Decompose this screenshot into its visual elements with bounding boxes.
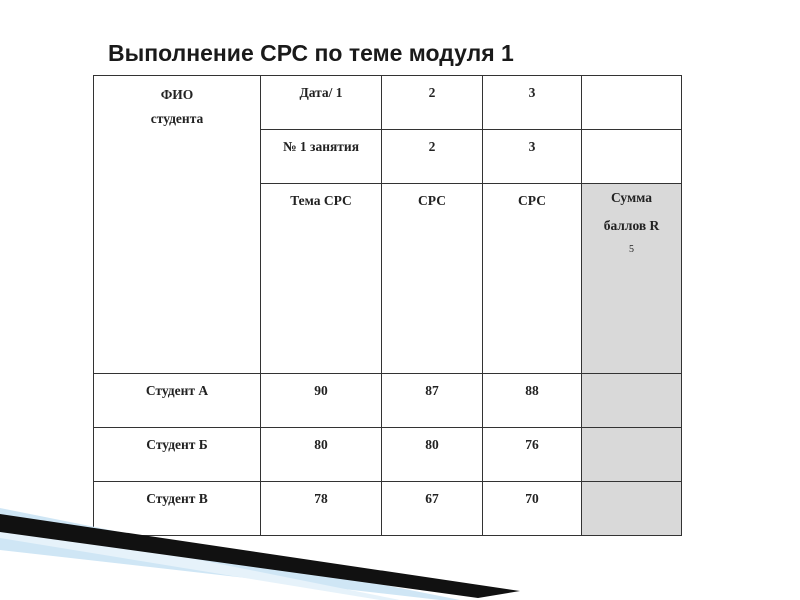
score-cell: 87 <box>382 374 483 428</box>
header-topic-cell: Тема СРС <box>261 184 382 374</box>
sum-cell <box>582 374 682 428</box>
student-name-cell: Студент В <box>94 482 261 536</box>
student-name-cell: Студент А <box>94 374 261 428</box>
header-lesson-cell: 3 <box>483 130 582 184</box>
score-cell: 67 <box>382 482 483 536</box>
fio-header-line1: ФИО <box>160 87 194 102</box>
score-cell: 70 <box>483 482 582 536</box>
score-cell: 80 <box>382 428 483 482</box>
score-cell: 80 <box>261 428 382 482</box>
score-cell: 76 <box>483 428 582 482</box>
header-date-cell: 3 <box>483 76 582 130</box>
srs-table <box>93 75 682 536</box>
fio-header-line2: студента <box>150 111 204 126</box>
decorative-swoosh <box>0 470 800 600</box>
score-cell: 90 <box>261 374 382 428</box>
sum-header-line1: Сумма <box>610 190 653 205</box>
header-date-cell: Дата/ 1 <box>261 76 382 130</box>
table-row <box>94 374 682 428</box>
score-cell: 88 <box>483 374 582 428</box>
student-name-cell: Студент Б <box>94 428 261 482</box>
header-topic-cell: СРС <box>382 184 483 374</box>
header-date-cell: 2 <box>382 76 483 130</box>
header-lesson-cell: № 1 занятия <box>261 130 382 184</box>
sum-header-line2: баллов R <box>603 218 660 233</box>
header-empty-cell <box>582 76 682 130</box>
fio-header-cell <box>94 76 261 374</box>
sum-header-cell <box>582 184 682 374</box>
sum-header-subscript: 5 <box>629 244 634 255</box>
header-empty-cell <box>582 130 682 184</box>
score-cell: 78 <box>261 482 382 536</box>
header-topic-cell: СРС <box>483 184 582 374</box>
header-row-date <box>94 76 682 130</box>
page-title: Выполнение СРС по теме модуля 1 <box>108 40 514 66</box>
header-lesson-cell: 2 <box>382 130 483 184</box>
